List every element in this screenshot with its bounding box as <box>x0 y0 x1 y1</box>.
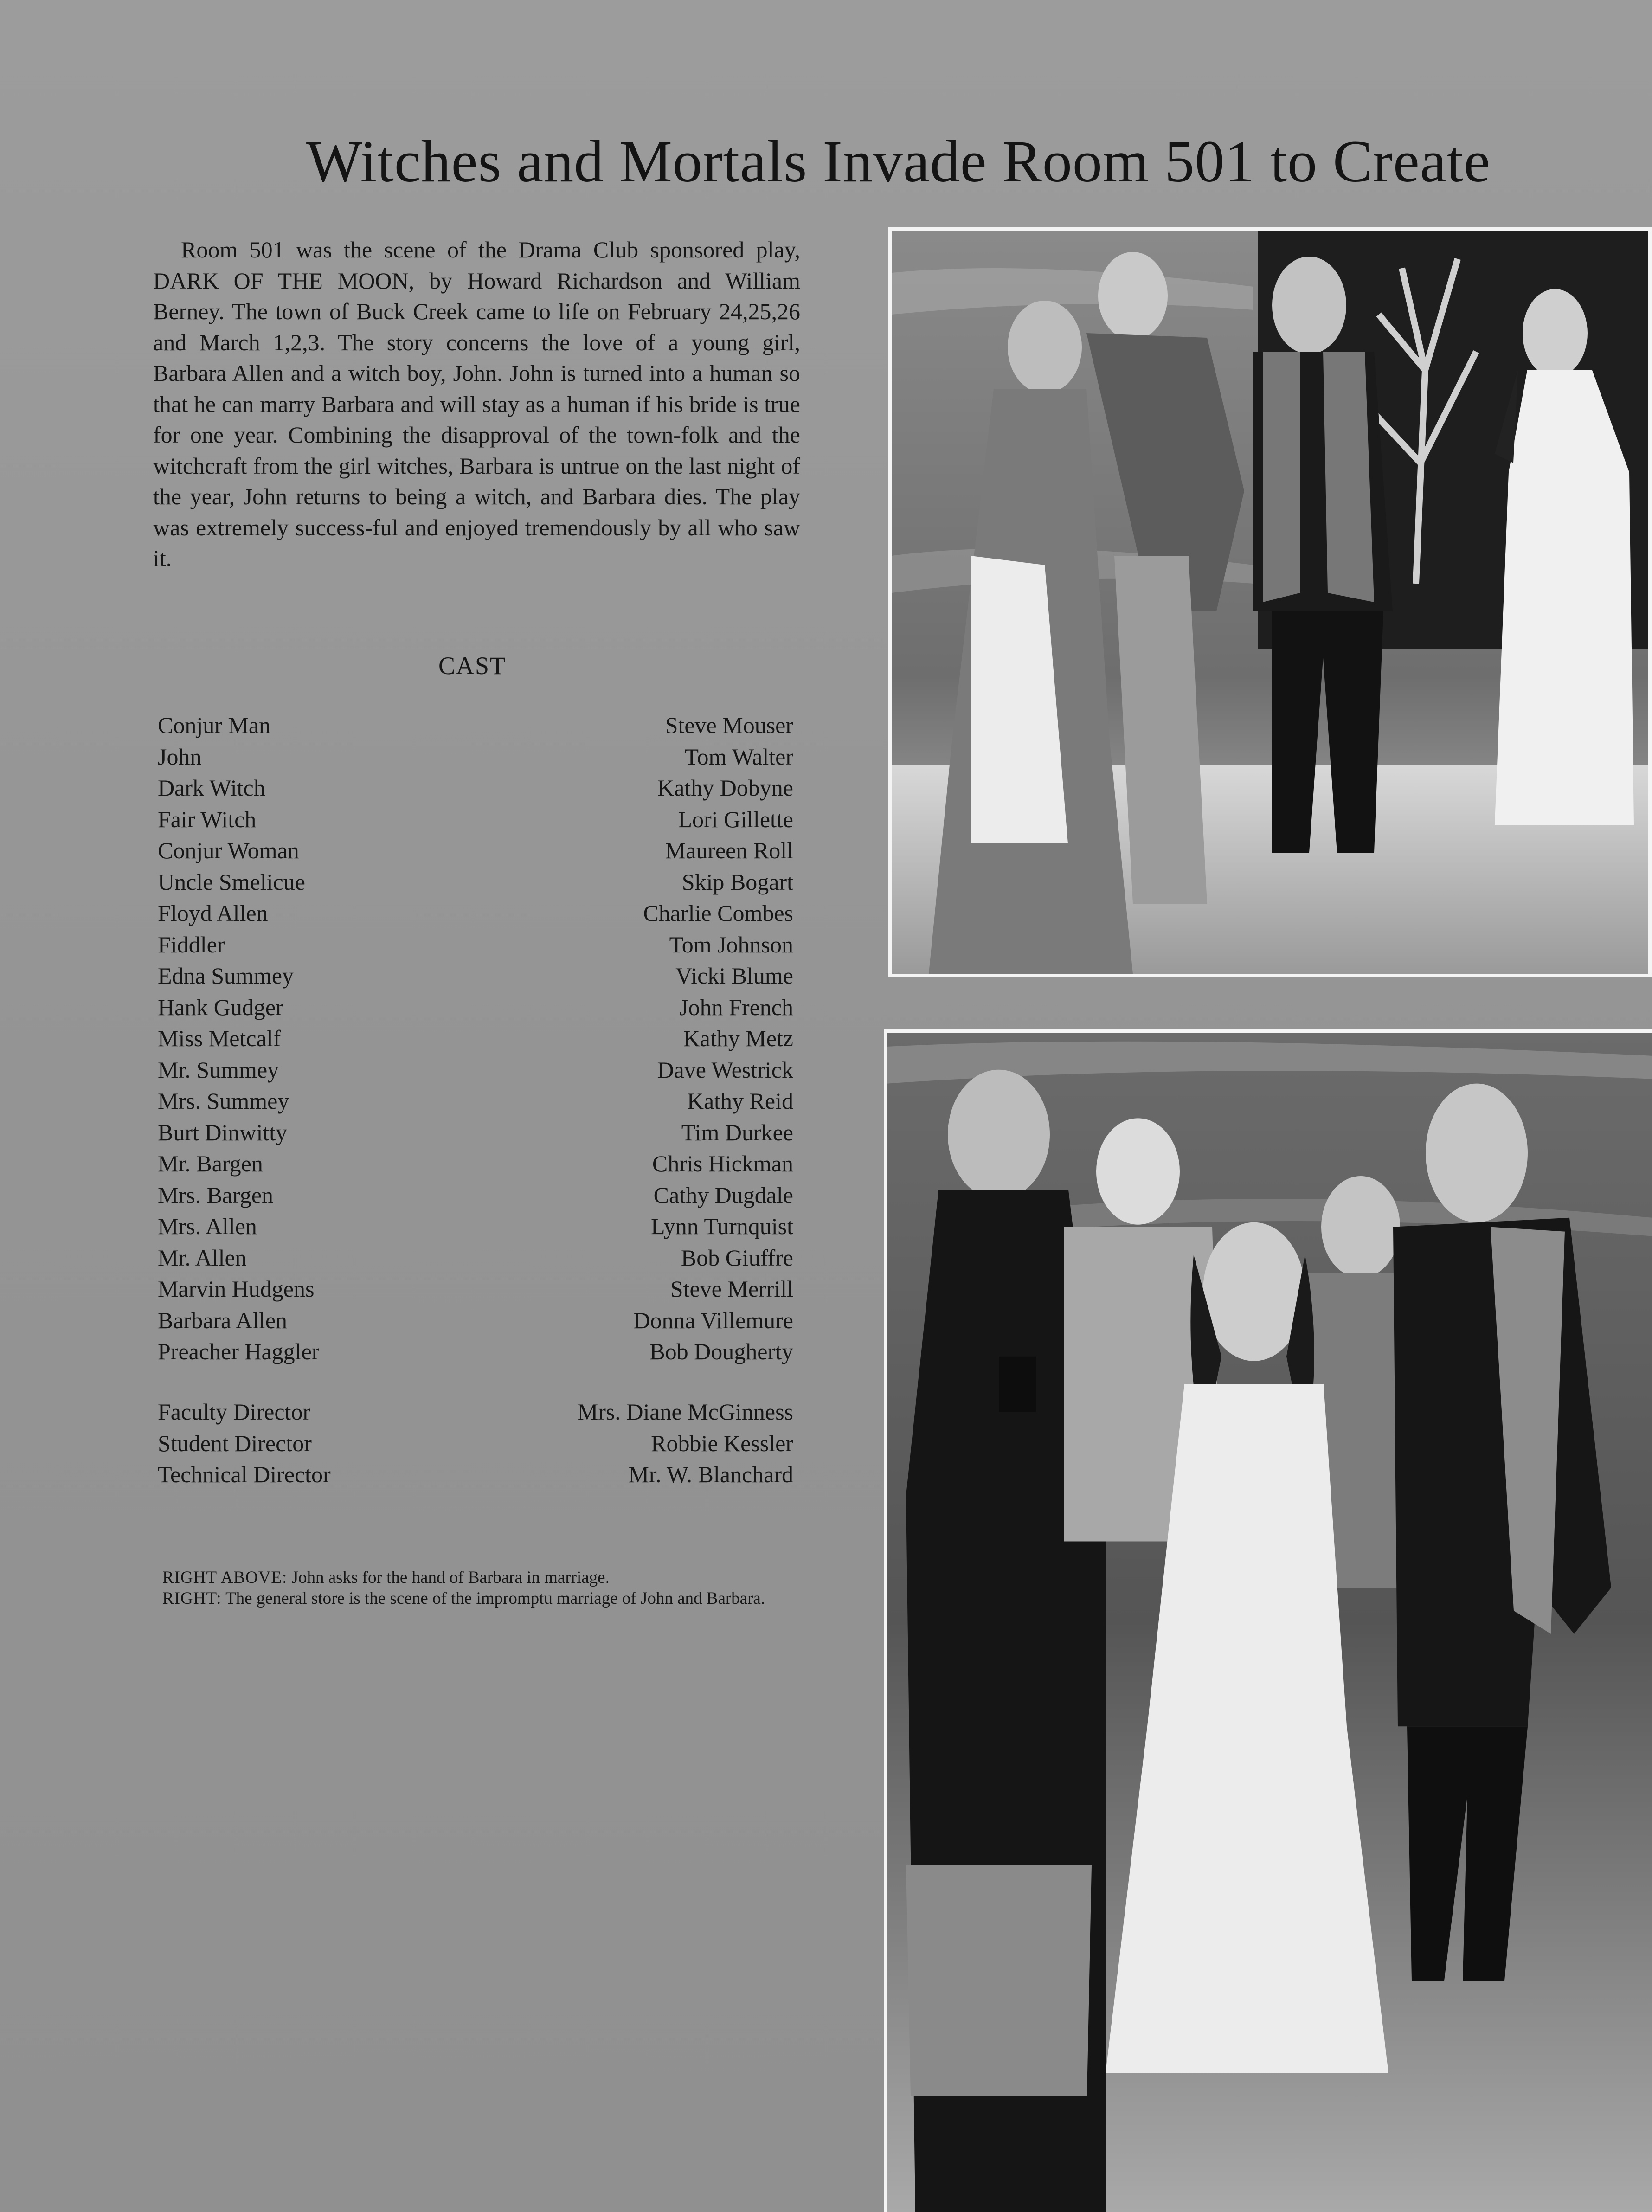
director-row <box>158 1428 793 1460</box>
caption-right-above-lead: RIGHT ABOVE: <box>162 1568 288 1587</box>
cast-actor: John French <box>679 994 793 1020</box>
cast-role: Mrs. Summey <box>158 1088 289 1114</box>
director-role: Technical Director <box>158 1461 331 1487</box>
cast-row <box>158 1117 793 1149</box>
cast-actor: Tim Durkee <box>681 1119 793 1145</box>
cast-row <box>158 772 793 804</box>
photo-proposal-scene <box>888 227 1652 977</box>
cast-role: Burt Dinwitty <box>158 1119 288 1145</box>
cast-actor: Skip Bogart <box>681 868 793 895</box>
cast-actor: Bob Dougherty <box>649 1338 793 1364</box>
photo-wedding-scene <box>884 1029 1652 2212</box>
cast-actor: Lori Gillette <box>678 806 793 832</box>
cast-actor: Chris Hickman <box>652 1151 793 1177</box>
cast-actor: Donna Villemure <box>633 1307 793 1333</box>
cast-role: Fair Witch <box>158 806 257 832</box>
cast-role: Hank Gudger <box>158 994 283 1020</box>
cast-list <box>158 710 793 1368</box>
cast-row <box>158 1023 793 1055</box>
directors-list <box>158 1396 793 1491</box>
intro-paragraph: Room 501 was the scene of the Drama Club sponsored play, DARK OF THE MOON, by Howard Richardson and William Berney. The town of Buck Creek came to life on February 24,25,26 and March 1,2,3. The story concerns the love of a young girl, Barbara Allen and a witch boy, John. John is turned into a human so that he can marry Barbara and will stay as a human if his bride is true for one year. Combining the disapproval of the town-folk and the witchcraft from the girl witches, Barbara is untrue on the last night of the year, John returns to being a witch, and Barbara dies. The play was extremely success-ful and enjoyed tremendously by all who saw it. <box>153 237 800 571</box>
director-actor: Robbie Kessler <box>651 1430 793 1456</box>
cast-role: Conjur Man <box>158 712 271 738</box>
cast-actor: Kathy Reid <box>687 1088 793 1114</box>
cast-row <box>158 1148 793 1180</box>
cast-role: Marvin Hudgens <box>158 1276 315 1302</box>
cast-actor: Vicki Blume <box>675 963 793 989</box>
cast-role: Conjur Woman <box>158 837 299 863</box>
photo-proposal-image <box>892 231 1648 974</box>
director-actor: Mrs. Diane McGinness <box>577 1399 793 1425</box>
photo-wedding-image <box>887 1033 1652 2212</box>
cast-row <box>158 1305 793 1337</box>
cast-actor: Maureen Roll <box>665 837 793 863</box>
director-actor: Mr. W. Blanchard <box>628 1461 793 1487</box>
cast-role: Floyd Allen <box>158 900 268 926</box>
cast-actor: Dave Westrick <box>657 1056 793 1083</box>
cast-actor: Lynn Turnquist <box>650 1213 793 1239</box>
cast-row <box>158 1055 793 1086</box>
cast-actor: Charlie Combes <box>643 900 793 926</box>
cast-row <box>158 1086 793 1117</box>
cast-role: Mrs. Allen <box>158 1213 257 1239</box>
cast-row <box>158 992 793 1023</box>
director-row <box>158 1459 793 1491</box>
cast-row <box>158 960 793 992</box>
cast-row <box>158 741 793 773</box>
cast-row <box>158 804 793 836</box>
cast-row <box>158 1211 793 1242</box>
caption-right-above <box>162 1567 812 1588</box>
cast-row <box>158 710 793 741</box>
page-title: Witches and Mortals Invade Room 501 to Create <box>306 129 1491 194</box>
cast-actor: Kathy Dobyne <box>657 775 793 801</box>
caption-right-text: The general store is the scene of the impromptu marriage of John and Barbara. <box>225 1589 765 1608</box>
cast-role: Dark Witch <box>158 775 265 801</box>
cast-role: Uncle Smelicue <box>158 868 305 895</box>
director-role: Faculty Director <box>158 1399 311 1425</box>
cast-row <box>158 1242 793 1274</box>
cast-role: Mr. Allen <box>158 1244 247 1271</box>
cast-heading: CAST <box>438 652 507 680</box>
photo-captions <box>162 1567 812 1609</box>
cast-row <box>158 929 793 961</box>
cast-row <box>158 1273 793 1305</box>
cast-actor: Bob Giuffre <box>681 1244 793 1271</box>
cast-role: Mrs. Bargen <box>158 1182 274 1208</box>
cast-row <box>158 835 793 867</box>
caption-right-above-text: John asks for the hand of Barbara in marriage. <box>291 1568 610 1587</box>
cast-role: Preacher Haggler <box>158 1338 320 1364</box>
cast-actor: Kathy Metz <box>683 1025 793 1051</box>
cast-role: Edna Summey <box>158 963 294 989</box>
cast-role: Mr. Bargen <box>158 1151 263 1177</box>
cast-role: Miss Metcalf <box>158 1025 281 1051</box>
cast-actor: Tom Walter <box>684 743 793 770</box>
caption-right-lead: RIGHT: <box>162 1589 222 1608</box>
cast-actor: Steve Merrill <box>670 1276 793 1302</box>
director-row <box>158 1396 793 1428</box>
cast-role: Fiddler <box>158 931 225 958</box>
cast-row <box>158 1336 793 1368</box>
cast-role: Mr. Summey <box>158 1056 279 1083</box>
cast-row <box>158 1180 793 1211</box>
director-role: Student Director <box>158 1430 312 1456</box>
cast-role: John <box>158 743 202 770</box>
cast-actor: Steve Mouser <box>665 712 793 738</box>
cast-row <box>158 867 793 898</box>
cast-actor: Cathy Dugdale <box>653 1182 793 1208</box>
cast-actor: Tom Johnson <box>669 931 793 958</box>
cast-role: Barbara Allen <box>158 1307 288 1333</box>
cast-row <box>158 898 793 929</box>
caption-right <box>162 1588 812 1609</box>
